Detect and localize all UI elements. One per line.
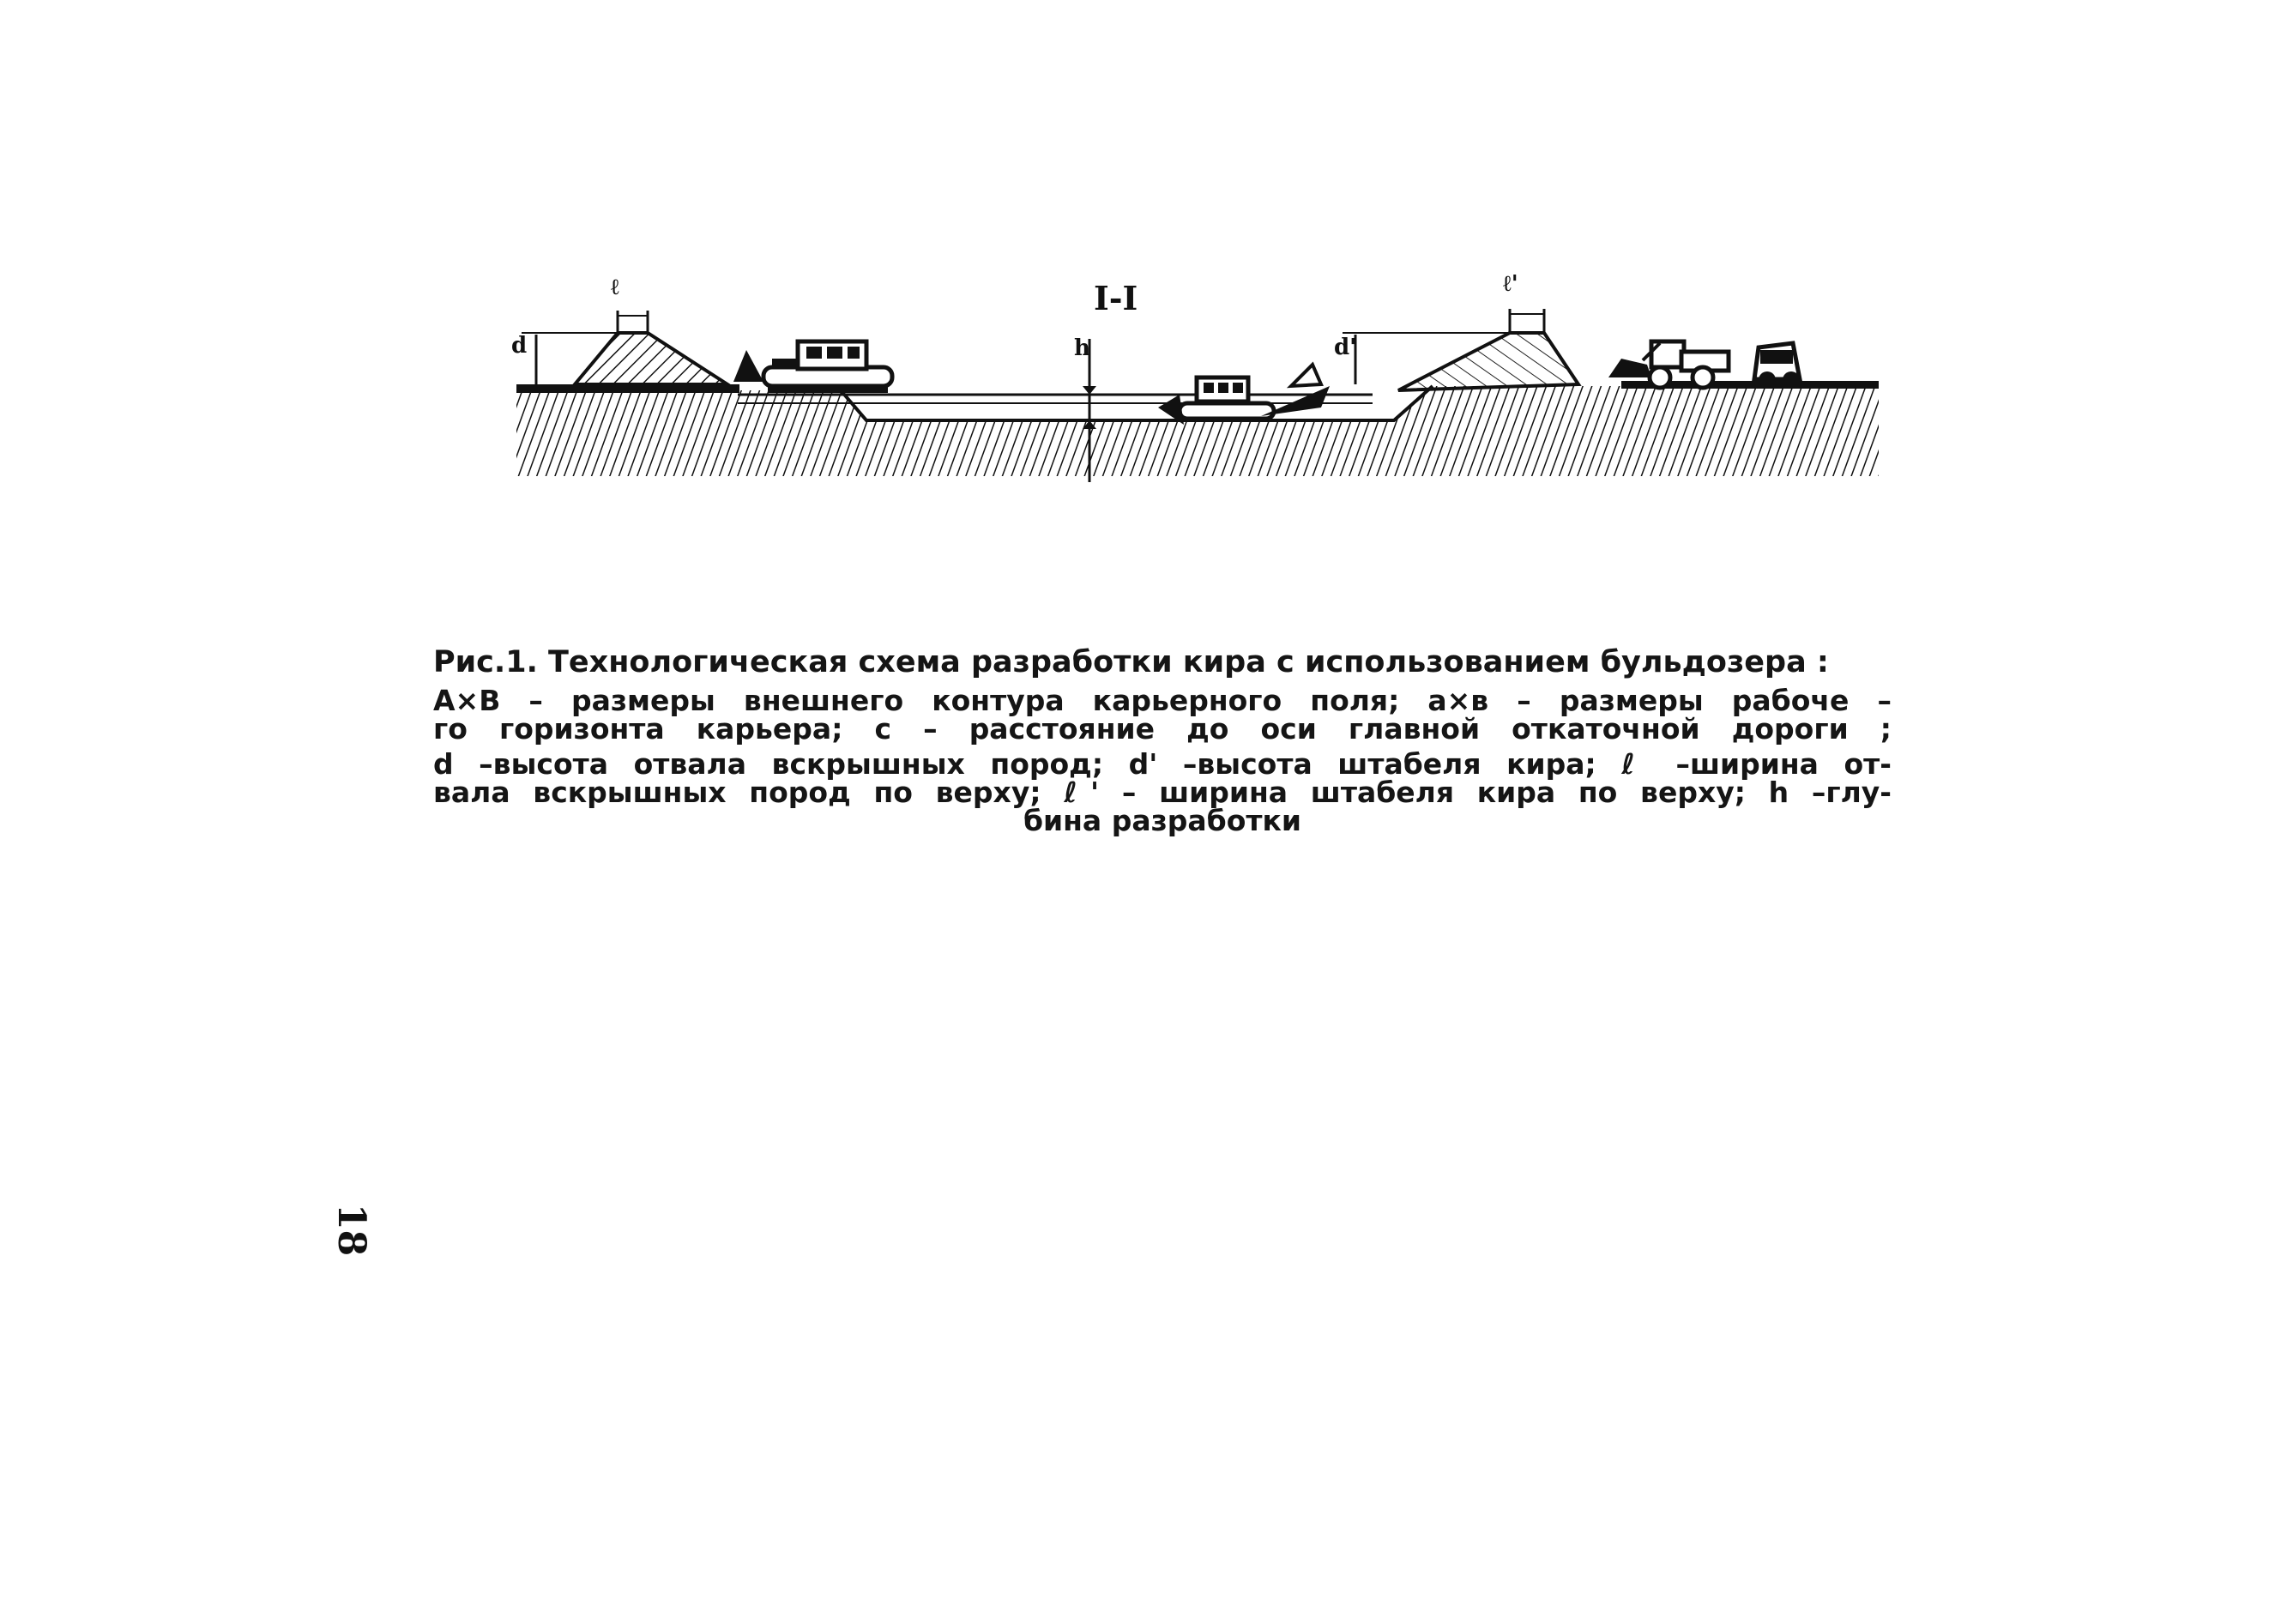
figure-caption — [433, 642, 1892, 835]
dim-label-d-prime: d' — [1334, 335, 1357, 360]
legend-line: го горизонта карьера; c – расстояние до оси главной откаточной дороги ; — [433, 712, 1892, 746]
dim-label-h: h — [1074, 335, 1090, 361]
dim-label-d: d — [511, 333, 528, 359]
legend-line: бина разработки — [1023, 804, 1302, 837]
bulldozer-surface-icon — [733, 341, 892, 393]
section-label: I-I — [1094, 279, 1138, 317]
legend-group — [433, 684, 1892, 746]
page-number: 18 — [329, 1204, 373, 1257]
caption-title: Рис.1. Технологическая схема разработки кира с использованием бульдозера : — [433, 645, 1829, 679]
overburden-dump — [575, 333, 727, 384]
kir-stockpile — [1398, 333, 1578, 390]
dim-label-l: ℓ — [611, 275, 619, 300]
legend-line: вала вскрышных пород по верху; ℓ' – ширина штабеля кира по верху; h –глу- — [433, 776, 1892, 809]
legend-line: A×B – размеры внешнего контура карьерного поля; a×в – размеры рабоче – — [433, 684, 1892, 717]
legend-line: d –высота отвала вскрышных пород; d' –высота штабеля кира; ℓ –ширина от- — [433, 747, 1892, 781]
dim-label-l-prime: ℓ' — [1503, 271, 1518, 297]
legend-group — [433, 747, 1892, 837]
loader-icon — [1608, 341, 1729, 388]
cross-section-diagram — [506, 257, 1887, 506]
